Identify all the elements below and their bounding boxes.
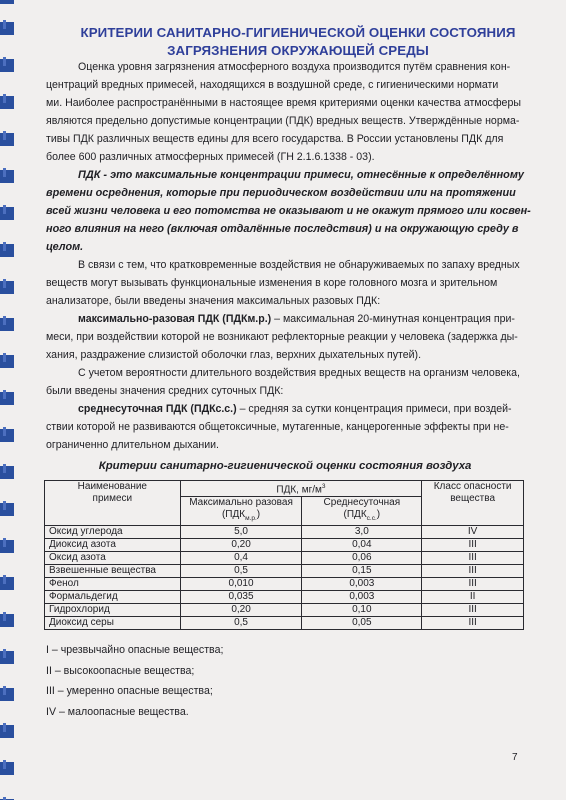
hazard-class-legend: [46, 640, 223, 722]
table-row: [45, 526, 524, 539]
cell-substance: Диоксид азота: [45, 539, 181, 552]
intro-paragraph: [46, 58, 524, 166]
daily-pdk-line: ограниченно длительном дыхании.: [46, 439, 219, 451]
header-daily-average-abbr-sub: с.с.: [366, 515, 377, 523]
definition-line: ного влияния на него (включая отдалённые последствия) и на окружающую среду в: [46, 223, 519, 235]
header-max-single-abbr: [185, 509, 298, 525]
pdk-definition: [46, 166, 531, 256]
legend-item: II – высокоопасные вещества;: [46, 664, 195, 677]
header-substance-line: примеси: [92, 493, 133, 504]
table-row: [45, 617, 524, 630]
header-hazard-class-line: Класс опасности: [433, 481, 512, 492]
table-row: [45, 565, 524, 578]
legend-item: IV – малоопасные вещества.: [46, 705, 189, 718]
cell-max-single: 0,20: [180, 539, 302, 552]
header-daily-average-abbr-text: (ПДК: [343, 509, 367, 521]
intro-line: более 600 различных атмосферных примесей (ГН 2.1.6.1338 - 03).: [46, 151, 375, 163]
cell-hazard-class: III: [422, 578, 524, 591]
cell-daily-average: 0,003: [302, 591, 422, 604]
header-pdk-label: ПДК, мг/м: [276, 484, 322, 496]
max-single-pdk-term: максимально-разовая ПДК (ПДКм.р.): [78, 313, 272, 325]
max-single-pdk-text: – максимальная 20-минутная концентрация при-: [271, 313, 515, 325]
air-quality-criteria-table: [44, 480, 524, 630]
header-max-single-abbr-close: ): [256, 509, 261, 521]
cell-substance: Формальдегид: [45, 591, 181, 604]
daily-pdk-term: среднесуточная ПДК (ПДКс.с.): [78, 403, 237, 415]
header-max-single-abbr-sub: м.р.: [245, 515, 257, 523]
cell-substance: Взвешенные вещества: [45, 565, 181, 578]
spiral-binding: [0, 0, 14, 800]
header-substance: [45, 481, 181, 526]
definition-line: ПДК - это максимальные концентрации примеси, отнесённые к определённому: [78, 169, 524, 181]
cell-substance: Гидрохлорид: [45, 604, 181, 617]
cell-substance: Фенол: [45, 578, 181, 591]
table-title: Критерии санитарно-гигиенической оценки состояния воздуха: [98, 460, 472, 472]
max-single-pdk-first-line: [46, 310, 524, 328]
cell-max-single: 0,035: [180, 591, 302, 604]
daily-pdk-first-line: [46, 400, 524, 418]
header-hazard-class-line: вещества: [450, 493, 495, 504]
legend-item: III – умеренно опасные вещества;: [46, 685, 213, 697]
cell-hazard-class: II: [422, 591, 524, 604]
daily-pdk-text: – средняя за сутки концентрация примеси, при воздей-: [236, 403, 512, 415]
intro-line: тивы ПДК различных веществ едины для всего государства. В России установлены ПДК для: [46, 133, 504, 145]
table-row: [45, 552, 524, 565]
cell-max-single: 0,5: [180, 565, 302, 578]
daily-pdk-line: ствии которой не развиваются общетоксичные, мутагенные, канцерогенные эффекты при не-: [46, 421, 509, 433]
daily-pdk-definition: [46, 400, 524, 454]
intro-line: ми. Наиболее распространёнными в настоящее время критериями оценки качества атмосферы: [46, 97, 521, 109]
short-exposure-line: В связи с тем, что кратковременные воздействия не обнаруживаемых по запаху вредных: [78, 259, 520, 271]
cell-substance: Диоксид серы: [45, 617, 181, 630]
page-number: 7: [512, 752, 518, 763]
table-header-row: [45, 481, 524, 497]
header-daily-average-abbr: [306, 509, 417, 525]
page-title-line-2: ЗАГРЯЗНЕНИЯ ОКРУЖАЮЩЕЙ СРЕДЫ: [167, 43, 429, 58]
cell-hazard-class: III: [422, 617, 524, 630]
table-row: [45, 591, 524, 604]
cell-daily-average: 0,04: [302, 539, 422, 552]
cell-hazard-class: IV: [422, 526, 524, 539]
table-row: [45, 578, 524, 591]
header-substance-line: Наименование: [77, 481, 147, 492]
cell-daily-average: 0,15: [302, 565, 422, 578]
table-row: [45, 604, 524, 617]
intro-line: Оценка уровня загрязнения атмосферного воздуха производится путём сравнения кон-: [78, 61, 511, 73]
cell-substance: Оксид азота: [45, 552, 181, 565]
cell-daily-average: 3,0: [302, 526, 422, 539]
cell-max-single: 0,20: [180, 604, 302, 617]
cell-daily-average: 0,003: [302, 578, 422, 591]
cell-max-single: 5,0: [180, 526, 302, 539]
definition-line: всей жизни человека и его потомства не оказывают и не окажут прямого или косвен-: [46, 205, 531, 217]
cell-hazard-class: III: [422, 604, 524, 617]
intro-line: центраций вредных примесей, находящихся в воздушной среде, с гигиеническими нормати: [46, 79, 499, 91]
header-hazard-class: [422, 481, 524, 526]
cell-daily-average: 0,06: [302, 552, 422, 565]
max-single-pdk-definition: [46, 310, 524, 364]
page-title-line-1: КРИТЕРИИ САНИТАРНО-ГИГИЕНИЧЕСКОЙ ОЦЕНКИ СОСТОЯНИЯ: [80, 25, 516, 40]
table-row: [45, 539, 524, 552]
page-title: [60, 24, 536, 60]
intro-line: являются предельно допустимые концентрации (ПДК) вредных веществ. Утверждённые норма-: [46, 115, 520, 127]
header-max-single-label: Максимально разовая: [189, 497, 293, 509]
long-exposure-line: С учетом вероятности длительного воздействия вредных веществ на организм человека,: [78, 367, 520, 379]
header-daily-average-abbr-close: ): [376, 509, 381, 521]
cell-hazard-class: III: [422, 539, 524, 552]
cell-max-single: 0,010: [180, 578, 302, 591]
max-single-pdk-line: хания, раздражение слизистой оболочки глаз, верхних дыхательных путей).: [46, 349, 422, 361]
cell-daily-average: 0,10: [302, 604, 422, 617]
long-exposure-paragraph: [46, 364, 524, 400]
cell-max-single: 0,4: [180, 552, 302, 565]
header-pdk-unit-power: 3: [321, 483, 326, 490]
max-single-pdk-line: меси, при воздействии которой не возникают рефлекторные реакции у человека (задержка ды-: [46, 331, 518, 343]
header-max-single: [180, 497, 302, 526]
long-exposure-line: были введены значения средних суточных ПДК:: [46, 385, 284, 397]
cell-substance: Оксид углерода: [45, 526, 181, 539]
cell-hazard-class: III: [422, 552, 524, 565]
cell-max-single: 0,5: [180, 617, 302, 630]
header-pdk: [180, 481, 422, 497]
header-daily-average-label: Среднесуточная: [323, 497, 401, 509]
cell-hazard-class: III: [422, 565, 524, 578]
short-exposure-line: анализаторе, были введены значения максимальных разовых ПДК:: [46, 295, 381, 307]
cell-daily-average: 0,05: [302, 617, 422, 630]
short-exposure-paragraph: [46, 256, 524, 310]
header-daily-average: [302, 497, 422, 526]
legend-item: I – чрезвычайно опасные вещества;: [46, 644, 224, 656]
definition-line: целом.: [46, 241, 84, 253]
short-exposure-line: веществ могут вызывать функциональные изменения в коре головного мозга и зрительном: [46, 277, 498, 289]
definition-line: времени осреднения, которые при периодическом воздействии или на протяжении: [46, 187, 516, 199]
table-body: [45, 526, 524, 630]
header-max-single-abbr-text: (ПДК: [221, 509, 246, 521]
